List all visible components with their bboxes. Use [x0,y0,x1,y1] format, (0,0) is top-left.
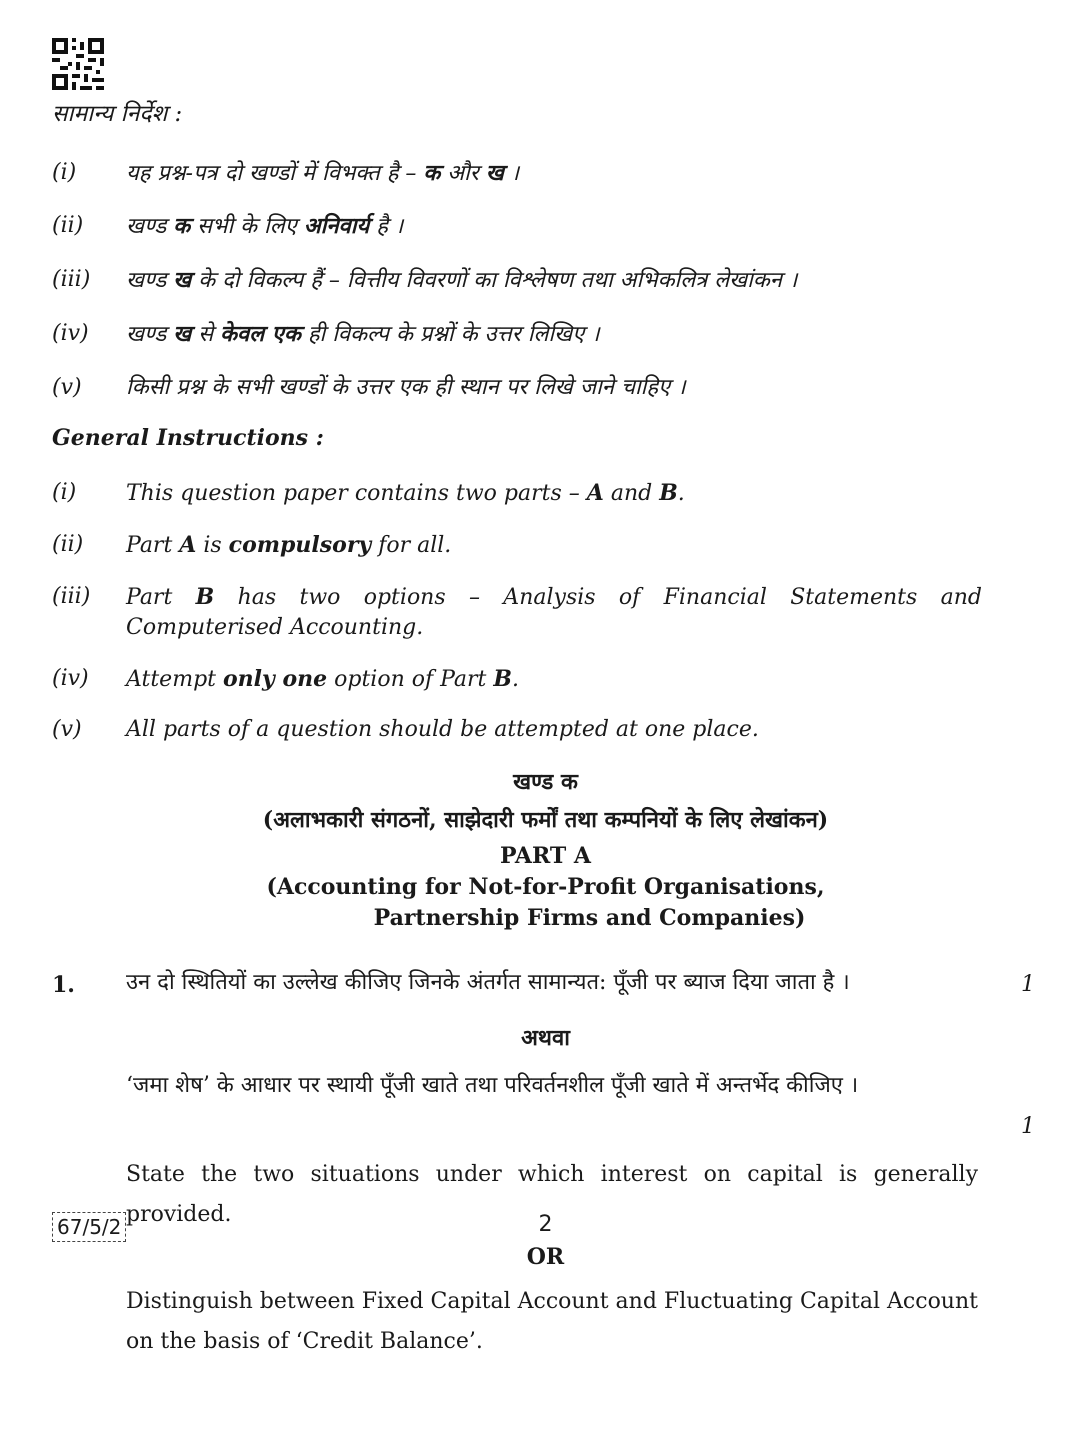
marks: 1 [1021,972,1035,997]
question-number: 1. [52,972,75,998]
item-number: (i) [52,480,77,505]
item-number: (i) [52,160,77,185]
page-number: 2 [538,1212,553,1237]
item-number: (v) [52,375,82,400]
item-number: (iv) [52,666,89,691]
english-or-label: OR [526,1244,565,1270]
item-number: (iii) [52,584,91,609]
general-instructions-title: General Instructions : [52,425,324,451]
marks: 1 [1021,1114,1035,1139]
part-hindi-title: खण्ड क [513,769,578,795]
hindi-or-label: अथवा [521,1025,570,1051]
item-number: (ii) [52,532,84,557]
question-english-text: State the two situations under which interest on capital is generally provided. [126,1162,978,1227]
part-english-title: PART A [499,843,591,869]
part-english-subtitle-1: (Accounting for Not-for-Profit Organisations, [266,874,825,900]
qr-code [52,38,104,90]
part-english-subtitle-2: Partnership Firms and Companies) [373,905,806,931]
question-hindi-alt-text: ‘जमा शेष’ के आधार पर स्थायी पूँजी खाते तथा परिवर्तनशील पूँजी खाते में अन्तर्भेद कीजिए । [126,1073,859,1098]
question-hindi-text: उन दो स्थितियों का उल्लेख कीजिए जिनके अंतर्गत सामान्यत: पूँजी पर ब्याज दिया जाता है । [126,970,850,995]
item-number: (iii) [52,267,91,292]
hindi-instructions-title: सामान्य निर्देश : [52,101,183,127]
paper-code: 67/5/2 [52,1212,126,1242]
part-hindi-subtitle: (अलाभकारी संगठनों, साझेदारी फर्मों तथा कम्पनियों के लिए लेखांकन) [262,807,829,833]
item-number: (iv) [52,321,89,346]
item-number: (v) [52,717,82,742]
question-english-alt-text: Distinguish between Fixed Capital Account and Fluctuating Capital Account on the basis of ‘Credit Balance’. [126,1289,978,1354]
item-number: (ii) [52,213,84,238]
